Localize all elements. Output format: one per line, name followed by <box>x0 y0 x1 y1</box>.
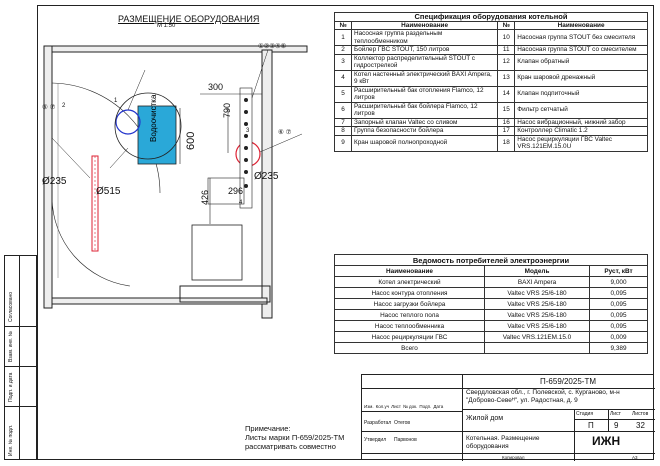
spec-cell-num: 3 <box>335 54 352 70</box>
spec-title: Спецификация оборудования котельной <box>335 13 648 22</box>
equipment-spec-table <box>334 12 648 152</box>
spec-cell-num: 13 <box>498 70 515 86</box>
floor-plan <box>40 28 330 328</box>
approved-label: Утвердил <box>364 437 387 443</box>
elec-cell-power: 9,000 <box>590 277 648 288</box>
sheets-value: 32 <box>636 421 645 430</box>
tank-label: Водоочистка <box>149 94 158 142</box>
dim-790: 790 <box>222 102 232 118</box>
plan-title: РАЗМЕЩЕНИЕ ОБОРУДОВАНИЯ <box>118 14 260 24</box>
elec-rows <box>335 277 648 343</box>
spec-cell-name: Насосная группа STOUT без смесителя <box>515 30 648 46</box>
elec-cell-power: 0,095 <box>590 321 648 332</box>
spec-cell-num: 1 <box>335 30 352 46</box>
elec-cell-name: Насос рециркуляции ГВС <box>335 332 485 343</box>
spec-cell-name: Клапан подпиточный <box>515 86 648 102</box>
spec-cell-num: 6 <box>335 102 352 118</box>
spec-rows <box>335 30 648 152</box>
spec-cell-num: 15 <box>498 102 515 118</box>
spec-cell-num: 7 <box>335 118 352 127</box>
spec-cell-num: 4 <box>335 70 352 86</box>
dim-296: 296 <box>228 186 244 196</box>
spec-row <box>335 135 648 151</box>
elec-row <box>335 299 648 310</box>
spec-cell-name: Группа безопасности бойлера <box>352 127 498 136</box>
col-date: Дата <box>433 404 444 409</box>
spec-h-name1: Наименование <box>352 21 498 30</box>
elec-cell-model: Valtec VRS.121EM.15.0 <box>485 332 590 343</box>
elec-cell-power: 0,095 <box>590 310 648 321</box>
elec-cell-model: BAXI Ampera <box>485 277 590 288</box>
spec-cell-name: Контроллер Climatic 1.2 <box>515 127 648 136</box>
elec-cell-name: Насос теплообменника <box>335 321 485 332</box>
dim-600: 600 <box>185 131 197 150</box>
spec-cell-num: 10 <box>498 30 515 46</box>
spec-h-name2: Наименование <box>515 21 648 30</box>
spec-cell-name: Клапан обратный <box>515 54 648 70</box>
elec-h-name: Наименование <box>335 266 485 277</box>
tag-group-right: ⑥ ⑦ <box>278 129 292 136</box>
note-line-2: рассматривать совместно <box>245 442 336 451</box>
strip-inv-no: Инв. № подл. <box>8 424 14 456</box>
mark-2: 2 <box>62 103 66 109</box>
approved-name: Парвонов <box>394 437 417 443</box>
spec-cell-name: Котел настенный электрический BAXI Ampera, 9 кВт <box>352 70 498 86</box>
spec-cell-num: 12 <box>498 54 515 70</box>
spec-row <box>335 30 648 46</box>
spec-h-num1: № <box>335 21 352 30</box>
spec-cell-num: 14 <box>498 86 515 102</box>
spec-cell-name: Кран шаровой полнопроходной <box>352 135 498 151</box>
dim-426: 426 <box>200 189 210 205</box>
spec-cell-num: 5 <box>335 86 352 102</box>
elec-cell-model: Valtec VRS 25/6-180 <box>485 321 590 332</box>
revision-columns <box>364 404 443 409</box>
elec-row <box>335 288 648 299</box>
elec-total-label: Всего <box>335 343 485 354</box>
spec-cell-name: Расширительный бак бойлера Flamco, 12 литров <box>352 102 498 118</box>
spec-row <box>335 46 648 55</box>
spec-cell-name: Насосная группа STOUT со смесителем <box>515 46 648 55</box>
elec-cell-name: Насос загрузки бойлера <box>335 299 485 310</box>
spec-cell-name: Расширительный бак отопления Flamco, 12 литров <box>352 86 498 102</box>
developed-label: Разработал <box>364 420 392 426</box>
mark-1: 1 <box>114 98 118 104</box>
spec-cell-num: 18 <box>498 135 515 151</box>
spec-row <box>335 54 648 70</box>
wall-bottom <box>52 298 267 304</box>
copied-label: Копировал <box>502 455 525 460</box>
col-izm: Изм. <box>364 404 374 409</box>
spec-cell-num: 9 <box>335 135 352 151</box>
spec-row <box>335 86 648 102</box>
elec-h-model: Модель <box>485 266 590 277</box>
note-title: Примечание: <box>245 424 291 433</box>
spec-cell-num: 2 <box>335 46 352 55</box>
elec-row <box>335 332 648 343</box>
elec-cell-model: Valtec VRS 25/6-180 <box>485 288 590 299</box>
plan-scale: М 1:50 <box>157 23 176 29</box>
spec-cell-name: Насос рециркуляции ГВС Valtec VRS.121EM.15.0U <box>515 135 648 151</box>
elec-cell-model: Valtec VRS 25/6-180 <box>485 310 590 321</box>
elec-cell-name: Котел электрический <box>335 277 485 288</box>
note-line-1: Листы марки П-659/2025-ТМ <box>245 433 345 442</box>
spec-cell-name: Коллектор распределительный STOUT с гидрострелкой <box>352 54 498 70</box>
stage-value: П <box>588 421 594 430</box>
expansion-tank-circle <box>116 110 140 134</box>
dia-235-left: Ø235 <box>42 176 67 187</box>
stage-header: Стадия <box>576 411 594 417</box>
elec-cell-power: 0,009 <box>590 332 648 343</box>
dia-235-right: Ø235 <box>254 171 279 182</box>
spec-cell-name: Фильтр сетчатый <box>515 102 648 118</box>
elec-cell-power: 0,095 <box>590 299 648 310</box>
dia-515: Ø515 <box>96 186 121 197</box>
spec-cell-name: Запорный клапан Valtec со сливом <box>352 118 498 127</box>
spec-cell-num: 8 <box>335 127 352 136</box>
spec-row <box>335 118 648 127</box>
spec-cell-num: 11 <box>498 46 515 55</box>
spec-cell-name: Насос вибрационный, нижний забор <box>515 118 648 127</box>
sheets-header: Листов <box>632 411 649 417</box>
left-stamp-strip <box>4 255 37 460</box>
sheet-value: 9 <box>614 421 619 430</box>
sheet-name: Котельная. Размещение оборудования <box>466 435 540 450</box>
spec-cell-name: Насосная группа раздельным теплообменником <box>352 30 498 46</box>
elec-cell-name: Насос теплого пола <box>335 310 485 321</box>
doc-code: П-659/2025-ТМ <box>540 377 596 386</box>
title-block <box>361 374 654 460</box>
format-label: А3 <box>632 455 638 460</box>
object-name: Жилой дом <box>466 415 504 422</box>
strip-sign-date: Подп. и дата <box>8 372 14 402</box>
org-logo: ИЖН <box>592 434 621 448</box>
equipment-box <box>192 225 242 280</box>
spec-row <box>335 70 648 86</box>
col-list: Лист <box>391 404 401 409</box>
elec-total-value: 9,389 <box>590 343 648 354</box>
col-doc: № док. <box>402 404 418 409</box>
address: Свердловская обл., г. Полевской, с. Курганово, м-н "Доброво-Севеᴴ", ул. Радостная, д. 9 <box>466 389 620 404</box>
elec-cell-name: Насос контура отопления <box>335 288 485 299</box>
tag-group-left: ⑥ ⑦ <box>42 104 56 111</box>
col-kol: Кол.уч <box>375 404 390 409</box>
elec-cell-model: Valtec VRS 25/6-180 <box>485 299 590 310</box>
wall-right <box>262 50 272 318</box>
elec-row <box>335 321 648 332</box>
mark-3: 3 <box>246 128 250 134</box>
elec-h-power: Руст, кВт <box>590 266 648 277</box>
note <box>245 424 344 451</box>
spec-cell-name: Кран шаровой дренажный <box>515 70 648 86</box>
sheet-header: Лист <box>610 411 621 417</box>
developed-name: Отегов <box>394 420 411 426</box>
spec-cell-num: 17 <box>498 127 515 136</box>
dim-4: 4 <box>239 200 243 206</box>
spec-cell-num: 16 <box>498 118 515 127</box>
electric-consumers-table <box>334 254 648 354</box>
spec-row <box>335 102 648 118</box>
col-sign: Подп. <box>419 404 432 409</box>
spec-h-num2: № <box>498 21 515 30</box>
spec-cell-name: Бойлер ГВС STOUT, 150 литров <box>352 46 498 55</box>
strip-agreed: Согласовано <box>8 291 14 322</box>
dim-300: 300 <box>208 82 224 92</box>
tag-group-top: ① ② ③ ④ ⑤ <box>258 43 286 50</box>
elec-row <box>335 277 648 288</box>
strip-replace-inv: Взам. инв. № <box>8 331 14 362</box>
elec-title: Ведомость потребителей электроэнергии <box>335 255 648 266</box>
elec-cell-power: 0,095 <box>590 288 648 299</box>
elec-row <box>335 310 648 321</box>
spec-row <box>335 127 648 136</box>
